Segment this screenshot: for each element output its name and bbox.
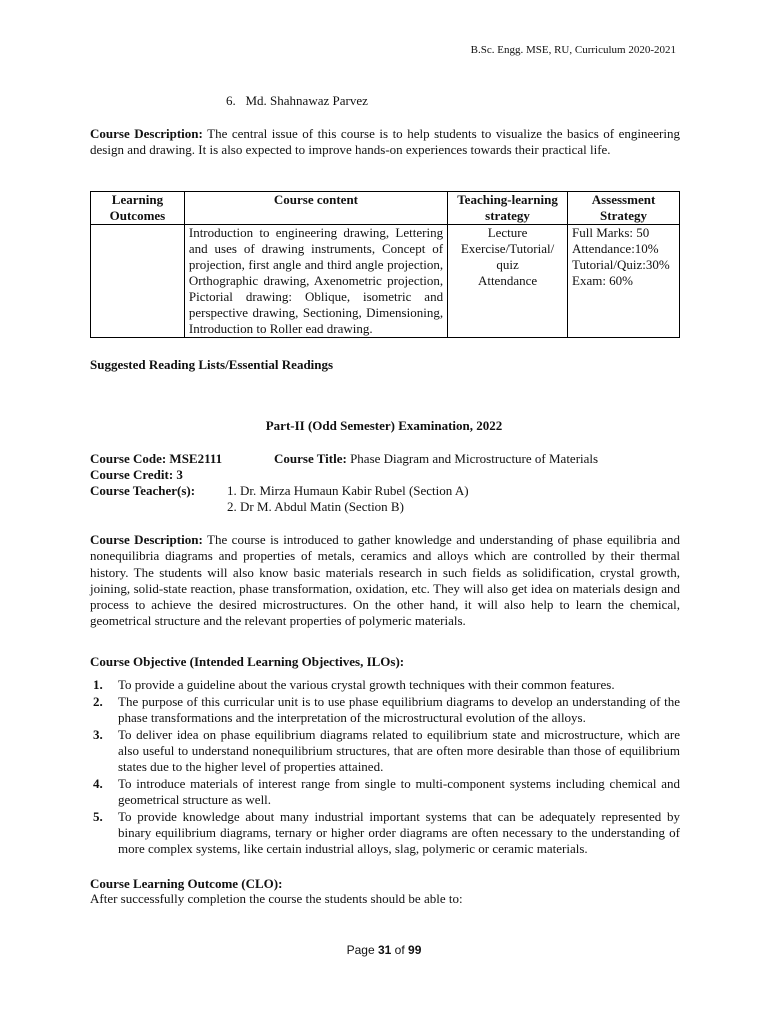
course-description-label: Course Description: bbox=[90, 532, 203, 547]
course-description-label: Course Description: bbox=[90, 126, 203, 141]
course-title-label: Course Title: bbox=[274, 451, 347, 466]
course-title bbox=[274, 451, 598, 467]
page-footer bbox=[0, 943, 768, 957]
item-text: To introduce materials of interest range from single to multi-component systems including chemical and geometrical structure as well. bbox=[118, 776, 680, 807]
clo-heading: Course Learning Outcome (CLO): bbox=[90, 876, 283, 891]
strategy-line: Exercise/Tutorial/ bbox=[460, 241, 555, 256]
col-assessment-strategy: Assessment Strategy bbox=[568, 192, 680, 225]
part-title: Part-II (Odd Semester) Examination, 2022 bbox=[265, 418, 503, 433]
course-teachers-label: Course Teacher(s): bbox=[90, 483, 196, 498]
assessment-line: Full Marks: 50 bbox=[572, 225, 650, 240]
item-number: 5. bbox=[93, 809, 103, 824]
strategy-line: quiz bbox=[496, 257, 519, 272]
col-teaching-strategy: Teaching-learning strategy bbox=[448, 192, 568, 225]
item-text: To provide knowledge about many industrial important systems that can be adequately represented by binary equilibrium diagrams, ternary or higher order diagrams are often necessary to the understanding of more complex systems, like certain industrial alloys, slag, polymeric or ceramic materials. bbox=[118, 809, 680, 856]
teacher-list-item bbox=[226, 93, 368, 109]
list-item bbox=[90, 809, 680, 857]
cell-assessment bbox=[568, 225, 680, 338]
objective-heading: Course Objective (Intended Learning Objectives, ILOs): bbox=[90, 654, 405, 669]
item-number: 1. bbox=[93, 677, 103, 692]
item-number: 3. bbox=[93, 727, 103, 742]
course-description-text: The central issue of this course is to help students to visualize the basics of engineering design and drawing. It is also expected to improve hands-on experiences towards their practical life. bbox=[90, 126, 680, 157]
course-content-table bbox=[90, 191, 680, 338]
cell-content: Introduction to engineering drawing, Lettering and uses of drawing instruments, Concept of projection, first angle and third angle projection, Orthographic drawing, Axenometric projection, Pictorial drawing: Oblique, isometric and perspective drawing, Sectioning, Dimensioning, Introduction to Roller ead drawing. bbox=[184, 225, 447, 338]
item-number: 4. bbox=[93, 776, 103, 791]
suggested-reading-heading: Suggested Reading Lists/Essential Readings bbox=[90, 357, 334, 372]
course-credit: Course Credit: 3 bbox=[90, 467, 183, 482]
col-learning-outcomes: Learning Outcomes bbox=[91, 192, 185, 225]
item-text: To provide a guideline about the various crystal growth techniques with their common features. bbox=[118, 677, 615, 692]
course-teacher-1: 1. Dr. Mirza Humaun Kabir Rubel (Section A) bbox=[227, 483, 469, 498]
assessment-line: Tutorial/Quiz:30% bbox=[572, 257, 670, 272]
course-description-1 bbox=[90, 126, 680, 158]
item-number: 2. bbox=[93, 694, 103, 709]
item-text: The purpose of this curricular unit is to use phase equilibrium diagrams to develop an understanding of the phase transformations and the interpretation of the microstructural evolution of the alloys. bbox=[118, 694, 680, 725]
course-teacher-2: 2. Dr M. Abdul Matin (Section B) bbox=[227, 499, 404, 514]
cell-strategy bbox=[448, 225, 568, 338]
course-description-text: The course is introduced to gather knowledge and understanding of phase equilibria and nonequilibria diagrams and properties of metals, ceramics and alloys which are controlled by their thermal history. The students will also know basic materials research in such fields as solidification, crystal growth, joining, solid-state reaction, phase transformation, oxidation, etc. They will also get idea on materials design and process to achieve the desired microstructures. On the other hand, it will also help to learn the chemical, geometrical structure and the relevant properties of polymeric materials. bbox=[90, 532, 680, 629]
footer-prefix: Page bbox=[346, 943, 378, 957]
page-total: 99 bbox=[408, 943, 422, 957]
course-code: Course Code: MSE2111 bbox=[90, 451, 223, 466]
table-row bbox=[91, 225, 680, 338]
list-item bbox=[90, 776, 680, 808]
list-item bbox=[90, 694, 680, 726]
list-item bbox=[90, 677, 680, 693]
teacher-name: Md. Shahnawaz Parvez bbox=[245, 93, 368, 108]
table-header-row bbox=[91, 192, 680, 225]
assessment-line: Attendance:10% bbox=[572, 241, 659, 256]
page-number: 31 bbox=[377, 943, 392, 957]
item-text: To deliver idea on phase equilibrium diagrams related to equilibrium state and microstructure, which are also useful to understand nonequilibrium structures, that are often more desirable than those of equilibrium states due to the higher level of properties attained. bbox=[118, 727, 680, 774]
assessment-line: Exam: 60% bbox=[572, 273, 634, 288]
col-course-content: Course content bbox=[184, 192, 447, 225]
objective-list bbox=[90, 677, 680, 858]
running-header: B.Sc. Engg. MSE, RU, Curriculum 2020-2021 bbox=[470, 44, 676, 56]
strategy-line: Lecture bbox=[487, 225, 528, 240]
course-title-value: Phase Diagram and Microstructure of Materials bbox=[350, 451, 599, 466]
teacher-number: 6. bbox=[226, 93, 236, 108]
footer-mid: of bbox=[391, 943, 409, 957]
clo-intro: After successfully completion the course the students should be able to: bbox=[90, 891, 463, 906]
course-description-2 bbox=[90, 532, 680, 630]
cell-outcomes bbox=[91, 225, 185, 338]
list-item bbox=[90, 727, 680, 775]
strategy-line: Attendance bbox=[477, 273, 538, 288]
